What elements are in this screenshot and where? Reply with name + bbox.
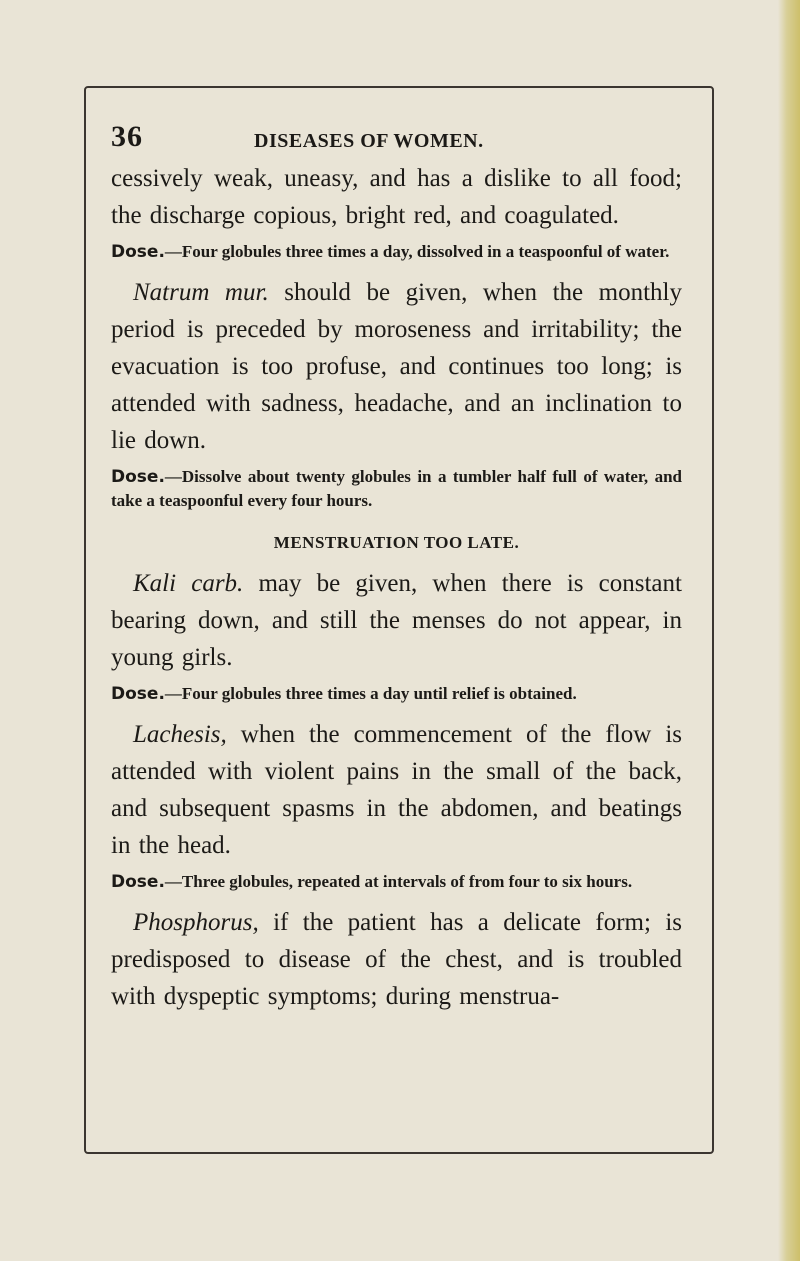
paragraph-lachesis	[111, 716, 682, 864]
page-content	[111, 120, 682, 1015]
dose-label: Dose.	[111, 684, 165, 704]
dose-label: Dose.	[111, 467, 165, 487]
dose-text: —Dissolve about twenty globules in a tumbler half full of water, and take a teaspoonful every four hours.	[111, 467, 682, 510]
dose-label: Dose.	[111, 872, 165, 892]
paragraph-kali	[111, 565, 682, 676]
dose-1	[111, 240, 682, 264]
dose-3	[111, 682, 682, 706]
remedy-name: Natrum mur.	[133, 279, 269, 306]
dose-2	[111, 465, 682, 513]
page-edge	[778, 0, 800, 1261]
remedy-name: Lachesis,	[133, 721, 227, 748]
dose-4	[111, 870, 682, 894]
paragraph-text: when the commencement of the flow is attended with violent pains in the small of the back, and subsequent spasms in the abdomen, and beatings in the head.	[111, 721, 682, 859]
dose-label: Dose.	[111, 242, 165, 262]
remedy-name: Phosphorus,	[133, 909, 259, 936]
paragraph-text: should be given, when the monthly period is preceded by moroseness and irritability; the evacuation is too profuse, and continues too long; is attended with sadness, headache, and an inclination to lie down.	[111, 279, 682, 454]
paragraph-phosphorus	[111, 904, 682, 1015]
paragraph-text: if the patient has a delicate form; is predisposed to disease of the chest, and is troubled with dyspeptic symptoms; during menstrua-	[111, 909, 682, 1010]
dose-text: —Three globules, repeated at intervals of from four to six hours.	[164, 872, 633, 891]
section-title: MENSTRUATION TOO LATE.	[273, 533, 520, 552]
paragraph-1: cessively weak, uneasy, and has a dislike to all food; the discharge copious, bright red, and coagulated.	[111, 165, 682, 229]
dose-text: —Four globules three times a day, dissolved in a teaspoonful of water.	[164, 242, 670, 261]
dose-text: —Four globules three times a day until relief is obtained.	[164, 684, 577, 703]
page-header	[111, 120, 682, 160]
remedy-name: Kali carb.	[133, 570, 244, 597]
page-number: 36	[111, 120, 143, 153]
running-head: DISEASES OF WOMEN.	[254, 130, 484, 152]
paragraph-natrum	[111, 274, 682, 459]
paragraph-text: may be given, when there is constant bearing down, and still the menses do not appear, in young girls.	[111, 570, 682, 671]
